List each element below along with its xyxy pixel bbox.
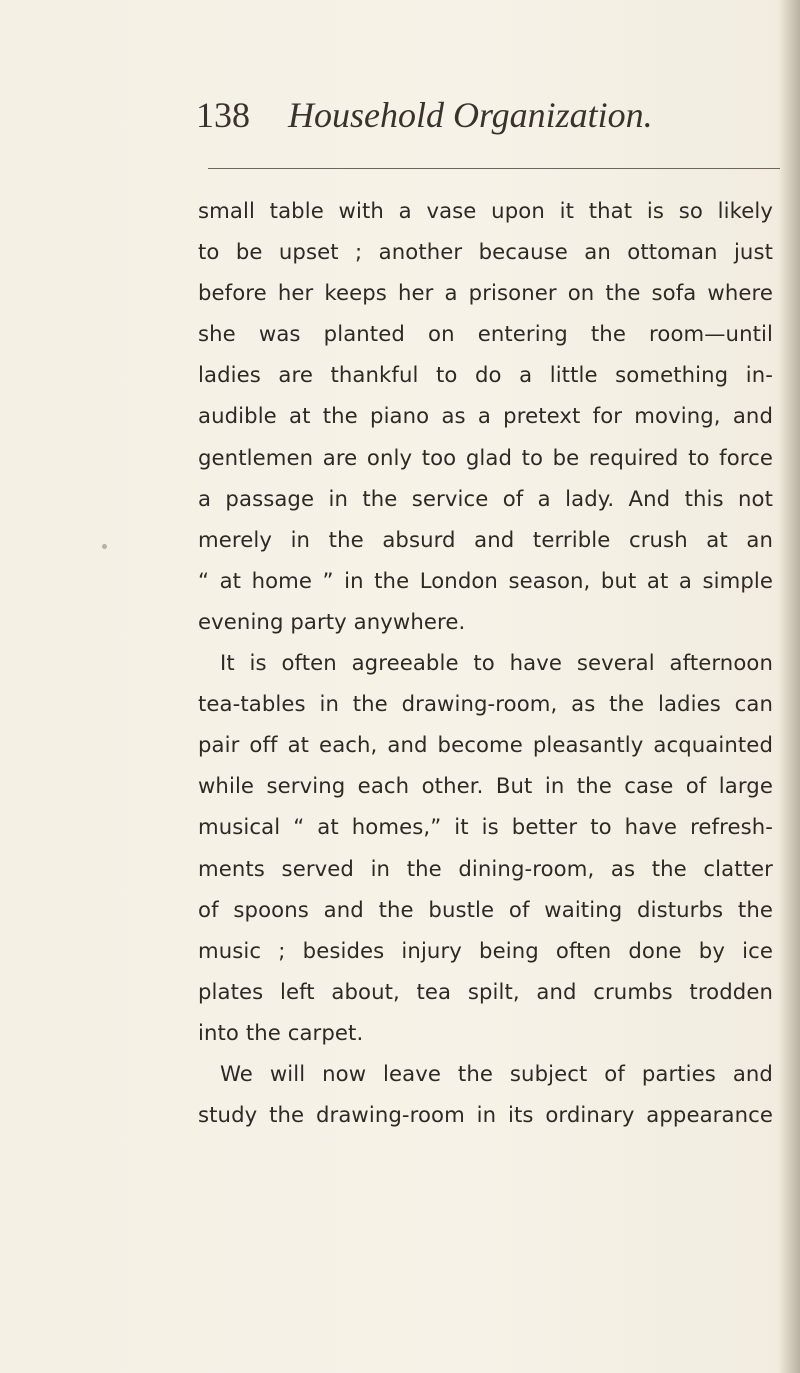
body-text <box>198 190 773 1135</box>
text-line: musical “ at homes,” it is better to have refresh- <box>198 814 773 840</box>
text-line: of spoons and the bustle of waiting disturbs the <box>198 896 773 922</box>
text-line: “ at home ” in the London season, but at a simple <box>198 567 773 593</box>
text-line: small table with a vase upon it that is so likely <box>198 198 773 223</box>
text-line: to be upset ; another because an ottoman just <box>198 239 773 265</box>
page-edge-shadow <box>778 0 800 1373</box>
running-title: Household Organization. <box>288 95 653 135</box>
text-line: she was planted on entering the room—until <box>198 321 773 347</box>
page-header <box>196 88 680 138</box>
text-line: ladies are thankful to do a little something in- <box>198 362 773 388</box>
text-line: ments served in the dining-room, as the clatter <box>198 855 773 881</box>
text-line: before her keeps her a prisoner on the sofa where <box>198 280 773 306</box>
text-line: pair off at each, and become pleasantly acquainted <box>198 732 773 758</box>
text-line: plates left about, tea spilt, and crumbs trodden <box>198 978 773 1004</box>
page-number: 138 <box>196 95 250 135</box>
text-line: into the carpet. <box>198 1019 364 1045</box>
text-line: while serving each other. But in the case of large <box>198 773 773 799</box>
text-line: a passage in the service of a lady. And this not <box>198 485 773 511</box>
text-line: evening party anywhere. <box>198 608 466 634</box>
text-line: gentlemen are only too glad to be required to force <box>198 444 773 470</box>
header-rule <box>208 168 780 169</box>
text-line: It is often agreeable to have several afternoon <box>220 650 773 676</box>
text-line: We will now leave the subject of parties and <box>220 1060 773 1086</box>
text-line: music ; besides injury being often done by ice <box>198 937 773 963</box>
text-line: merely in the absurd and terrible crush at an <box>198 526 773 552</box>
text-line: tea-tables in the drawing-room, as the ladies can <box>198 691 773 717</box>
paper-speck <box>102 544 107 549</box>
text-line: audible at the piano as a pretext for moving, and <box>198 403 773 429</box>
text-line: study the drawing-room in its ordinary appearance <box>198 1102 773 1128</box>
